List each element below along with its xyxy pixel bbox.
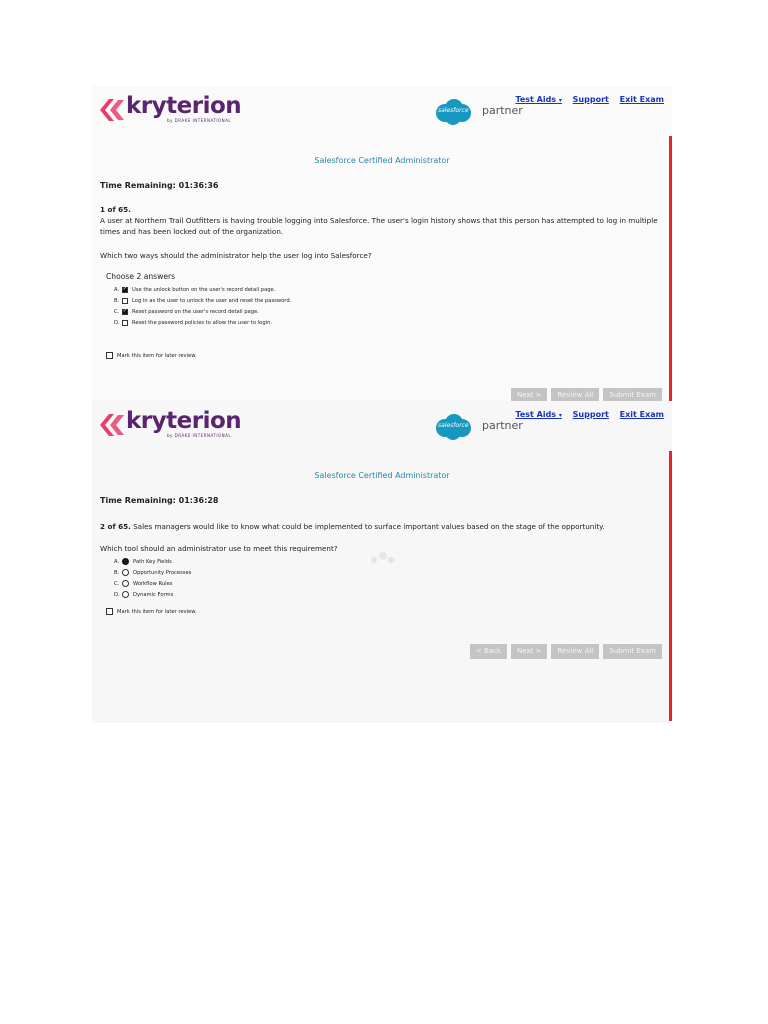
option-a[interactable] (114, 556, 191, 567)
top-nav (507, 95, 664, 104)
mark-review-label: Mark this item for later review. (117, 608, 197, 615)
review-all-button[interactable]: Review All (551, 388, 599, 403)
option-a[interactable] (114, 284, 291, 295)
support-link[interactable]: Support (572, 410, 609, 419)
kryterion-k-icon (100, 99, 124, 121)
mark-for-review[interactable] (106, 608, 197, 615)
option-letter: A. (114, 286, 120, 293)
option-letter: B. (114, 297, 120, 304)
option-checkbox[interactable] (122, 298, 128, 304)
red-divider-bar (669, 136, 672, 408)
time-remaining: Time Remaining: 01:36:36 (100, 181, 219, 190)
question-prompt: Which tool should an administrator use to meet this requirement? (100, 544, 338, 553)
partner-label: partner (482, 104, 523, 117)
mark-review-checkbox[interactable] (106, 352, 113, 359)
back-button[interactable]: < Back (470, 644, 507, 659)
option-c[interactable] (114, 578, 191, 589)
option-text: Log in as the user to unlock the user and reset the password. (132, 297, 292, 304)
option-text: Path Key Fields (133, 558, 172, 565)
option-letter: B. (114, 569, 120, 576)
time-remaining: Time Remaining: 01:36:28 (100, 496, 219, 505)
salesforce-label: salesforce (438, 107, 469, 114)
option-b[interactable] (114, 567, 191, 578)
nav-buttons (470, 644, 662, 659)
caret-down-icon: ▾ (558, 97, 562, 104)
question-number: 1 of 65. (100, 205, 131, 214)
question-body: Sales managers would like to know what could be implemented to surface important values based on the stage of the opportunity. (133, 522, 605, 531)
caret-down-icon: ▾ (558, 412, 562, 419)
option-text: Reset password on the user's record detail page. (132, 308, 259, 315)
choose-instruction: Choose 2 answers (106, 272, 176, 281)
option-radio[interactable] (122, 569, 129, 576)
option-text: Opportunity Processes (133, 569, 192, 576)
support-link[interactable]: Support (572, 95, 609, 104)
answer-options (114, 284, 291, 328)
option-letter: C. (114, 308, 120, 315)
option-checkbox[interactable] (122, 309, 128, 315)
question-body: A user at Northern Trail Outfitters is having trouble logging into Salesforce. The user's login history shows that this person has attempted to log in multiple times and has been locked out of the organization. (100, 216, 658, 236)
option-letter: C. (114, 580, 120, 587)
mark-review-label: Mark this item for later review. (117, 352, 197, 359)
option-radio[interactable] (122, 558, 129, 565)
question-number: 2 of 65. (100, 522, 131, 531)
question-prompt: Which two ways should the administrator help the user log into Salesforce? (100, 251, 372, 260)
red-divider-bar (669, 451, 672, 721)
test-aids-label: Test Aids (515, 410, 557, 419)
exam-screenshot-1 (92, 86, 672, 408)
question-text (100, 204, 660, 237)
option-radio[interactable] (122, 580, 129, 587)
option-c[interactable] (114, 306, 291, 317)
option-text: Use the unlock button on the user's record detail page. (132, 286, 276, 293)
option-letter: D. (114, 319, 120, 326)
logo-wordmark: kryterion (126, 93, 242, 119)
exam-screenshot-2 (92, 401, 672, 723)
logo-wordmark: kryterion (126, 408, 242, 434)
mark-for-review[interactable] (106, 352, 197, 359)
exam-title: Salesforce Certified Administrator (314, 156, 450, 165)
logo-subtitle: by DRAKE INTERNATIONAL (167, 118, 232, 123)
kryterion-k-icon (100, 414, 124, 436)
salesforce-label: salesforce (438, 422, 469, 429)
option-text: Workflow Rules (133, 580, 173, 587)
submit-exam-button[interactable]: Submit Exam (603, 644, 662, 659)
next-button[interactable]: Next > (511, 644, 547, 659)
option-letter: A. (114, 558, 120, 565)
test-aids-link[interactable] (515, 95, 561, 104)
logo-subtitle: by DRAKE INTERNATIONAL (167, 433, 232, 438)
option-d[interactable] (114, 317, 291, 328)
exit-exam-link[interactable]: Exit Exam (619, 410, 664, 419)
submit-exam-button[interactable]: Submit Exam (603, 388, 662, 403)
loading-spinner-icon (370, 551, 396, 565)
option-checkbox[interactable] (122, 287, 128, 293)
mark-review-checkbox[interactable] (106, 608, 113, 615)
option-b[interactable] (114, 295, 291, 306)
option-text: Reset the password policies to allow the user to login. (132, 319, 273, 326)
exam-title: Salesforce Certified Administrator (314, 471, 450, 480)
test-aids-label: Test Aids (515, 95, 557, 104)
test-aids-link[interactable] (515, 410, 561, 419)
option-radio[interactable] (122, 591, 129, 598)
next-button[interactable]: Next > (511, 388, 547, 403)
top-nav (507, 410, 664, 419)
exit-exam-link[interactable]: Exit Exam (619, 95, 664, 104)
option-d[interactable] (114, 589, 191, 600)
option-letter: D. (114, 591, 120, 598)
question-text (100, 521, 660, 532)
option-checkbox[interactable] (122, 320, 128, 326)
review-all-button[interactable]: Review All (551, 644, 599, 659)
option-text: Dynamic Forms (133, 591, 174, 598)
answer-options (114, 556, 191, 600)
partner-label: partner (482, 419, 523, 432)
